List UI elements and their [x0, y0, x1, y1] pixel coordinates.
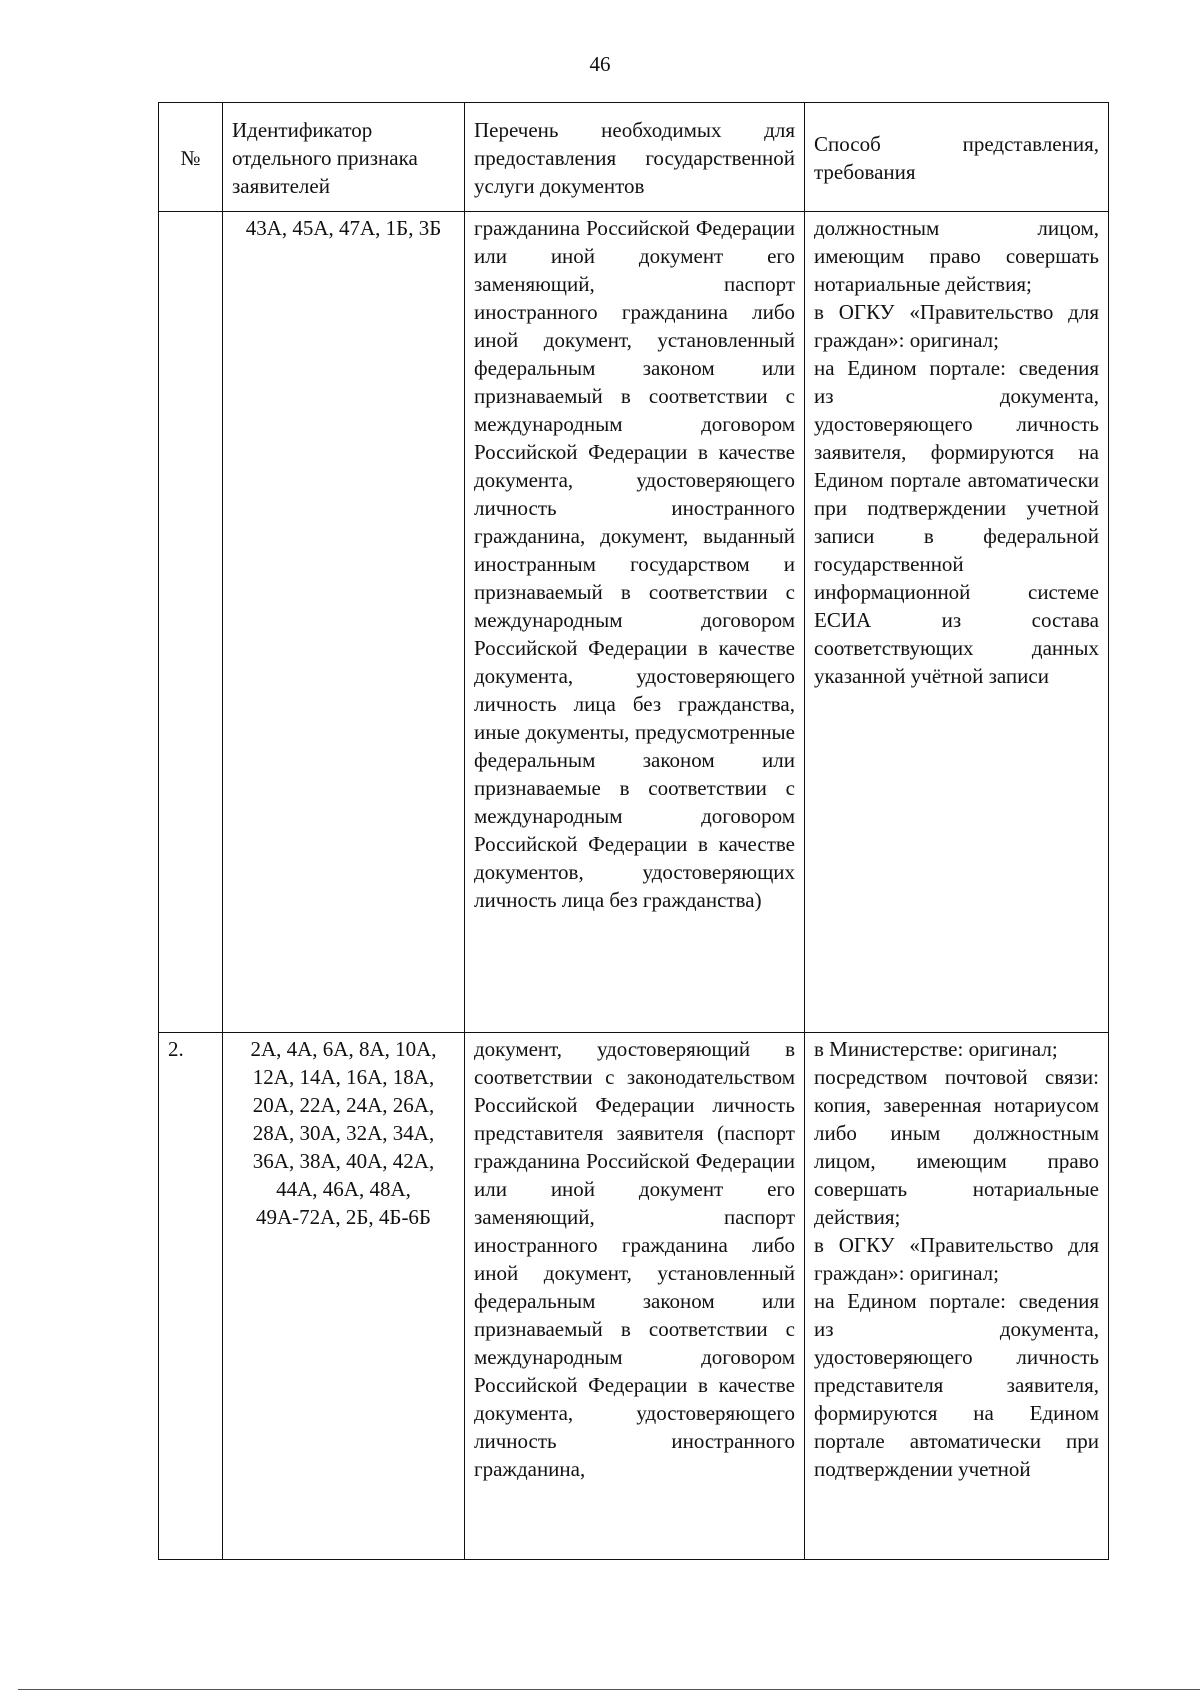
table-header-row: [159, 103, 1109, 212]
row-number: 2.: [159, 1033, 223, 1560]
header-identifier: Идентификатор отдельного признака заявителей: [223, 103, 465, 212]
row-method: должностным лицом, имеющим право совершать нотариальные действия; в ОГКУ «Правительство для граждан»: оригинал; на Едином портале: сведения из документа, удостоверяющего личность заявителя, формируются на Едином портале автоматически при подтверждении учетной записи в федеральной государственной информационной системе ЕСИА из состава соответствующих данных указанной учётной записи: [805, 212, 1109, 1033]
row-documents: гражданина Российской Федерации или иной документ его заменяющий, паспорт иностранного гражданина либо иной документ, установленный федеральным законом или признаваемый в соответствии с международным договором Российской Федерации в качестве документа, удостоверяющего личность иностранного гражданина, документ, выданный иностранным государством и признаваемый в соответствии с международным договором Российской Федерации в качестве документа, удостоверяющего личность лица без гражданства, иные документы, предусмотренные федеральным законом или признаваемые в соответствии с международным договором Российской Федерации в качестве документов, удостоверяющих личность лица без гражданства): [465, 212, 805, 1033]
row-number: [159, 212, 223, 1033]
table-row: [159, 212, 1109, 1033]
row-identifier: 43А, 45А, 47А, 1Б, 3Б: [223, 212, 465, 1033]
header-method: Способ представления, требования: [805, 103, 1109, 212]
row-documents: документ, удостоверяющий в соответствии с законодательством Российской Федерации личность представителя заявителя (паспорт гражданина Российской Федерации или иной документ его заменяющий, паспорт иностранного гражданина либо иной документ, установленный федеральным законом или признаваемый в соответствии с международным договором Российской Федерации в качестве документа, удостоверяющего личность иностранного гражданина,: [465, 1033, 805, 1560]
header-number: №: [159, 103, 223, 212]
page-number: 46: [589, 52, 611, 76]
scan-edge-line: [18, 1689, 1200, 1690]
header-documents: Перечень необходимых для предоставления государственной услуги документов: [465, 103, 805, 212]
table-row: [159, 1033, 1109, 1560]
row-identifier: 2А, 4А, 6А, 8А, 10А, 12А, 14А, 16А, 18А, 20А, 22А, 24А, 26А, 28А, 30А, 32А, 34А, 36А, 38А, 40А, 42А, 44А, 46А, 48А, 49А-72А, 2Б, 4Б-6Б: [223, 1033, 465, 1560]
documents-table: [158, 102, 1109, 1560]
row-method: в Министерстве: оригинал; посредством почтовой связи: копия, заверенная нотариусом либо иным должностным лицом, имеющим право совершать нотариальные действия; в ОГКУ «Правительство для граждан»: оригинал; на Едином портале: сведения из документа, удостоверяющего личность представителя заявителя, формируются на Едином портале автоматически при подтверждении учетной: [805, 1033, 1109, 1560]
